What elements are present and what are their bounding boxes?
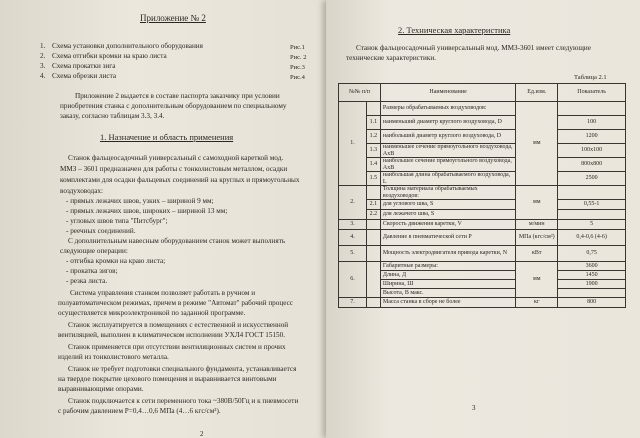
- table-row: [339, 246, 626, 262]
- body-line: - резка листа.: [66, 277, 108, 285]
- col-num-header: №№ п/п: [339, 84, 381, 102]
- row-sub: 1.3: [366, 144, 380, 158]
- row-num: 6.: [339, 262, 367, 298]
- row-name: наибольший диаметр круглого воздуховода, D: [380, 130, 515, 144]
- body-line: Станок подключается к сети переменного тока ~380В/50Гц и к пневмосети: [68, 397, 299, 405]
- list-item-num: 3.: [40, 62, 46, 70]
- row-name: Высота, В макс.: [380, 289, 515, 298]
- row-value: 3600: [558, 262, 626, 271]
- row-name: Толщина материала обрабатываемых воздуховодов:: [380, 186, 515, 200]
- row-value: 100x100: [558, 144, 626, 158]
- col-unit-header: Ед.изм.: [516, 84, 558, 102]
- body-line: - отгибка кромки на краю листа;: [66, 257, 166, 265]
- body-line: Станок не требует подготовки специального фундамента, устанавливается: [68, 365, 297, 373]
- body-line: - прямых лежачих швов, узких – шириной 9 мм;: [66, 197, 214, 205]
- list-item-ref: Рис.4: [290, 74, 305, 81]
- row-sub: [366, 102, 380, 116]
- body-line: вентиляцией, выполнен в климатическом исполнении УХЛ4 ГОСТ 15150.: [58, 331, 286, 339]
- row-name: Длина, Д: [380, 271, 515, 280]
- row-value: 100: [558, 116, 626, 130]
- list-item-ref: Рис.3: [290, 64, 305, 71]
- body-line: Станок применяется при отсутствии вентиляционных систем и прочих: [68, 343, 286, 351]
- list-item-ref: Рис.1: [290, 44, 305, 51]
- right-page: [326, 0, 640, 438]
- row-name: Мощность электродвигателя привода каретки, N: [380, 246, 515, 262]
- appendix-title: Приложение № 2: [140, 13, 206, 23]
- row-unit: МПа (кгс/см²): [516, 230, 558, 246]
- row-sub: 1.2: [366, 130, 380, 144]
- intro-line: Станок фальцеосадочный универсальный мод. ММЗ-3601 имеет следующие: [356, 44, 591, 52]
- table-row: [339, 262, 626, 271]
- table-row: [339, 158, 626, 172]
- table-row: [339, 200, 626, 210]
- body-line: Система управления станком позволяет работать в ручном и: [70, 289, 256, 297]
- table-row: [339, 130, 626, 144]
- body-line: - прямых лежачих швов, широких – шириной 13 мм;: [66, 207, 228, 215]
- row-unit: кВт: [516, 246, 558, 262]
- table-row: [339, 230, 626, 246]
- row-sub: [366, 186, 380, 200]
- row-name: Габаритные размеры:: [380, 262, 515, 271]
- row-value: 0,4-0,6 (4-6): [558, 230, 626, 246]
- row-unit: мм: [516, 262, 558, 298]
- note-line: заказу, согласно таблицам 3.3, 3.4.: [60, 112, 165, 120]
- row-unit: м/мин: [516, 220, 558, 230]
- body-line: на твердое покрытие цехового помещения и выравнивается винтовыми: [58, 375, 277, 383]
- row-name: наибольшая длина обрабатываемого воздуховода, L: [380, 172, 515, 186]
- row-value: 0,75: [558, 246, 626, 262]
- note-line: приобретения станка с дополнительным оборудованием по специальному: [60, 102, 287, 110]
- row-value: [558, 210, 626, 220]
- table-row: [339, 280, 626, 289]
- section-title: 1. Назначение и область применения: [100, 132, 234, 142]
- table-row: [339, 144, 626, 158]
- body-line: следующие операции:: [60, 247, 128, 255]
- list-item-text: Схема установки дополнительного оборудования: [52, 42, 203, 50]
- row-num: 1.: [339, 102, 367, 186]
- table-caption: Таблица 2.1: [574, 74, 607, 81]
- body-line: - реечных соединений.: [66, 227, 136, 235]
- row-value: [558, 102, 626, 116]
- body-line: полуавтоматическом режимах, причем в режиме "Автомат" рабочий процесс: [58, 299, 293, 307]
- body-line: комплектами для осадки фальцевых соединений на круглых и прямоугольных: [60, 176, 300, 184]
- col-name-header: Наименование: [380, 84, 515, 102]
- body-line: С дополнительным навесным оборудованием станок может выполнять: [68, 237, 286, 245]
- body-line: воздуховодах:: [60, 187, 103, 195]
- note-line: Приложение 2 выдается в составе паспорта заказчику при условии: [75, 92, 280, 100]
- row-num: 5.: [339, 246, 367, 262]
- list-item-num: 4.: [40, 72, 46, 80]
- row-num: 4.: [339, 230, 367, 246]
- row-unit: мм: [516, 186, 558, 220]
- list-item-num: 1.: [40, 42, 46, 50]
- row-name: Ширина, Ш: [380, 280, 515, 289]
- row-sub: 2.2: [366, 210, 380, 220]
- body-line: изделий из тонколистового металла.: [58, 353, 169, 361]
- row-value: [558, 289, 626, 298]
- col-value-header: Показатель: [558, 84, 626, 102]
- row-name: Скорость движения каретки, V: [380, 220, 515, 230]
- row-value: 1900: [558, 280, 626, 289]
- row-sub: 1.1: [366, 116, 380, 130]
- row-value: 2500: [558, 172, 626, 186]
- row-value: 800: [558, 298, 626, 308]
- row-name: Размеры обрабатываемых воздуховодов:: [380, 102, 515, 116]
- row-unit: кг: [516, 298, 558, 308]
- section-title: 2. Техническая характеристика: [398, 25, 511, 35]
- list-item-num: 2.: [40, 52, 46, 60]
- row-value: [558, 186, 626, 200]
- row-name: Давление в пневматической сети Р: [380, 230, 515, 246]
- table-row: [339, 172, 626, 186]
- page-number: 3: [472, 404, 476, 412]
- page-number: 2: [200, 430, 204, 438]
- body-line: Станок фальцеосадочный универсальный с самоходной кареткой мод.: [68, 154, 284, 162]
- row-name: наименьшее сечение прямоугольного воздуховода, AxB: [380, 144, 515, 158]
- body-line: Станок эксплуатируется в помещениях с естественной и искусственной: [68, 321, 289, 329]
- row-value: 5: [558, 220, 626, 230]
- row-unit: мм: [516, 102, 558, 186]
- table-row: [339, 116, 626, 130]
- table-row: [339, 186, 626, 200]
- body-line: - прокатка зигов;: [66, 267, 118, 275]
- spec-table: [338, 83, 626, 308]
- table-row: [339, 271, 626, 280]
- table-row: [339, 289, 626, 298]
- row-num: 7.: [339, 298, 367, 308]
- table-header: [339, 84, 626, 102]
- body-line: осуществляется микроэлектроникой по заданной программе.: [58, 309, 246, 317]
- row-sub: 1.4: [366, 158, 380, 172]
- row-value: 1200: [558, 130, 626, 144]
- row-value: 0,55-1: [558, 200, 626, 210]
- row-name: для углового шва, S: [380, 200, 515, 210]
- table-row: [339, 102, 626, 116]
- row-name: наибольшее сечение прямоугольного воздуховода, AxB: [380, 158, 515, 172]
- body-line: с рабочим давлением Р=0,4…0,6 МПа (4…6 кгс/см²).: [58, 407, 221, 415]
- row-sub: 2.1: [366, 200, 380, 210]
- row-name: Масса станка в сборе не более: [380, 298, 515, 308]
- list-item-text: Схема прокатки зига: [52, 62, 116, 70]
- list-item-text: Схема отгибки кромки на краю листа: [52, 52, 167, 60]
- row-name: для лежачего шва, S: [380, 210, 515, 220]
- row-name: наименьший диаметр круглого воздуховода, D: [380, 116, 515, 130]
- body-line: выравнивающими опорами.: [58, 385, 144, 393]
- table-row: [339, 298, 626, 308]
- list-item-ref: Рис. 2: [290, 54, 307, 61]
- body-line: - угловых швов типа "Питсбург";: [66, 217, 168, 225]
- row-num: 3.: [339, 220, 367, 230]
- body-line: ММЗ – 3601 предназначен для работы с тонколистовым металлом, осадки: [60, 165, 288, 173]
- table-row: [339, 210, 626, 220]
- row-value: 800x800: [558, 158, 626, 172]
- table-row: [339, 220, 626, 230]
- row-sub: 1.5: [366, 172, 380, 186]
- intro-line: технические характеристики.: [346, 54, 436, 62]
- row-value: 1450: [558, 271, 626, 280]
- list-item-text: Схема обрезки листа: [52, 72, 117, 80]
- row-num: 2.: [339, 186, 367, 220]
